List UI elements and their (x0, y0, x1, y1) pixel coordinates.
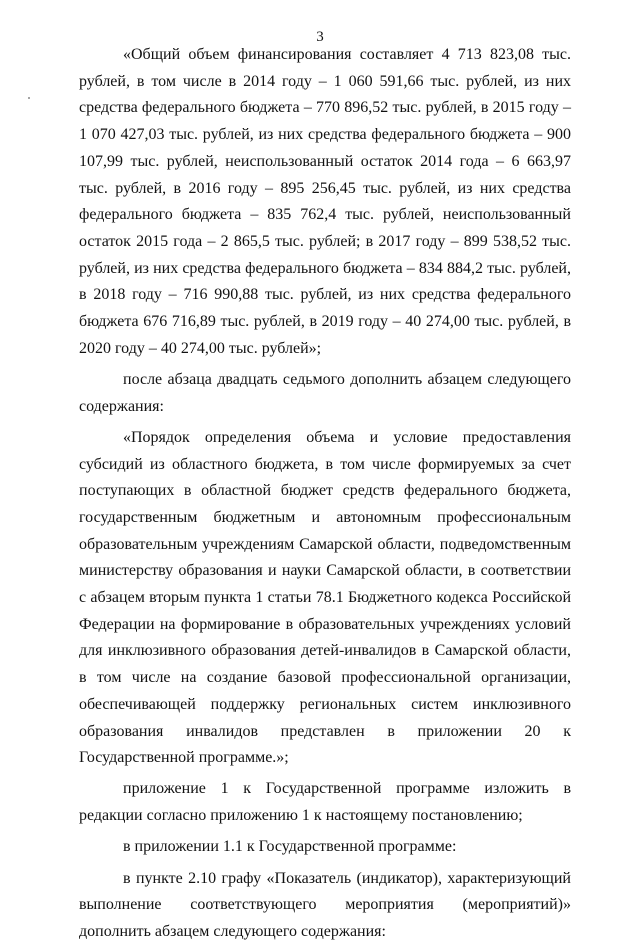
margin-mark (28, 97, 30, 99)
paragraph-subsidies: «Порядок определения объема и условие предоставления субсидий из областного бюджета, в том числе формируемых за счет поступающих в областной бюджет средств федерального бюджета, государственным бюджетным и автономным профессиональным образовательным учреждениям Самарской области, подведомственным министерству образования и науки Самарской области, в соответствии с абзацем вторым пункта 1 статьи 78.1 Бюджетного кодекса Российской Федерации на формирование в образовательных учреждениях условий для инклюзивного образования детей-инвалидов в Самарской области, в том числе на создание базовой профессиональной организации, обеспечивающей поддержку региональных систем инклюзивного образования инвалидов представлен в приложении 20 к Государственной программе.»; (79, 428, 571, 767)
paragraph-appendix-1-1: в приложении 1.1 к Государственной программе: (123, 838, 457, 856)
paragraph-appendix-1: приложение 1 к Государственной программе изложить в редакции согласно приложению 1 к настоящему постановлению; (79, 780, 571, 825)
document-body (79, 42, 571, 946)
paragraph-financing: «Общий объем финансирования составляет 4 713 823,08 тыс. рублей, в том числе в 2014 году – 1 060 591,66 тыс. рублей, из них средства федерального бюджета – 770 896,52 тыс. рублей, в 2015 году – 1 070 427,03 тыс. рублей, из них средства федерального бюджета – 900 107,99 тыс. рублей, неиспользованный остаток 2014 года – 6 663,97 тыс. рублей, в 2016 году – 895 256,45 тыс. рублей, из них средства федерального бюджета – 835 762,4 тыс. рублей, неиспользованный остаток 2015 года – 2 865,5 тыс. рублей; в 2017 году – 899 538,52 тыс. рублей, из них средства федерального бюджета – 834 884,2 тыс. рублей, в 2018 году – 716 990,88 тыс. рублей, из них средства федерального бюджета 676 716,89 тыс. рублей, в 2019 году – 40 274,00 тыс. рублей, в 2020 году – 40 274,00 тыс. рублей»; (79, 46, 571, 357)
page-number: 3 (316, 29, 324, 45)
paragraph-point-2-10: в пункте 2.10 графу «Показатель (индикатор), характеризующий выполнение соответствующего мероприятия (мероприятий)» дополнить абзацем следующего содержания: (79, 869, 571, 940)
paragraph-amendment-instruction: после абзаца двадцать седьмого дополнить абзацем следующего содержания: (79, 370, 571, 415)
